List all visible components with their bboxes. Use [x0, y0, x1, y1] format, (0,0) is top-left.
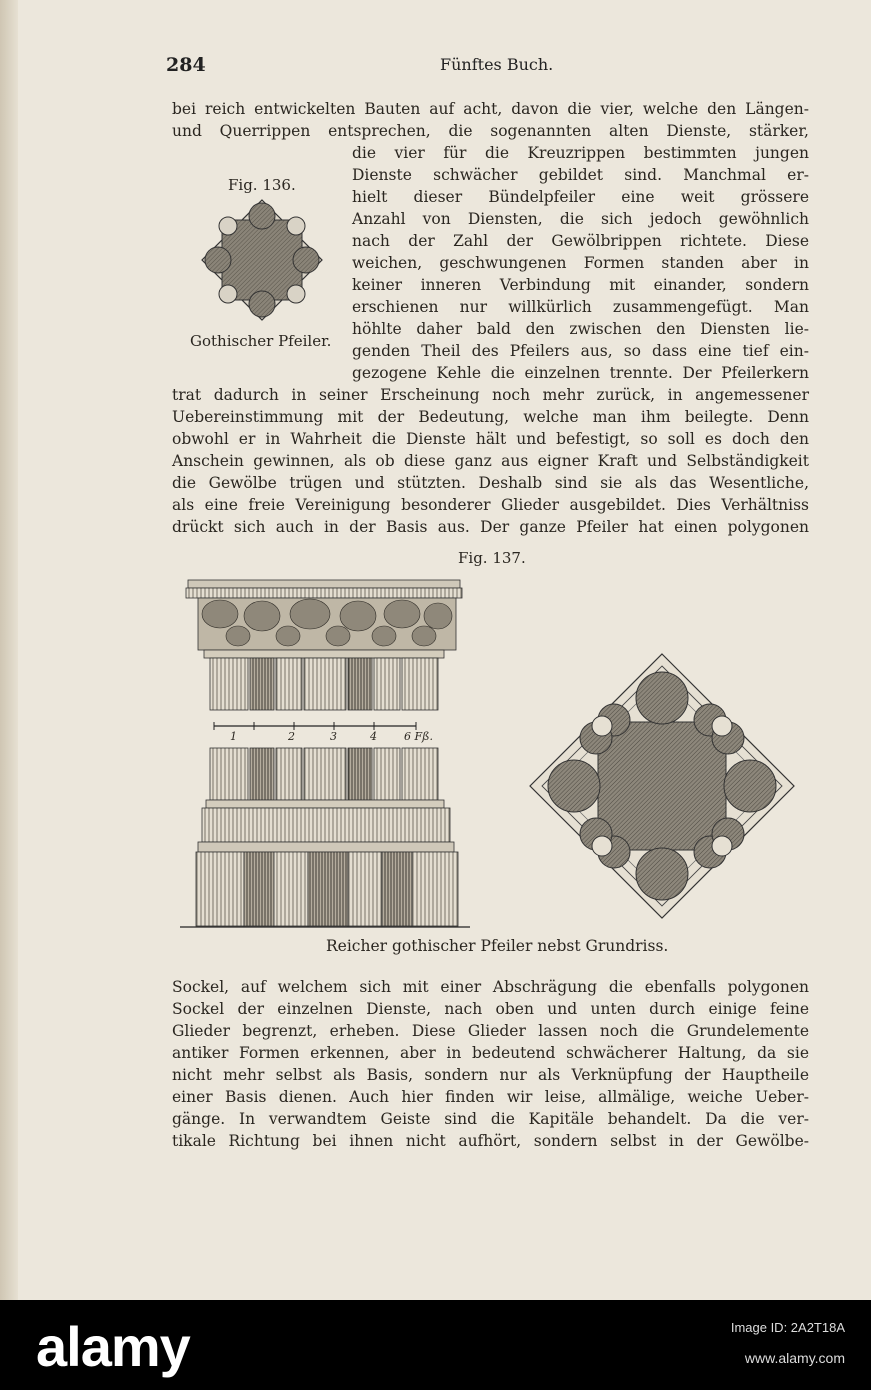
- text-line: gänge. In verwandtem Geiste sind die Kapitäle behandelt. Da die ver-: [172, 1110, 809, 1128]
- watermark-site: www.alamy.com: [744, 1350, 845, 1366]
- text-line: trat dadurch in seiner Erscheinung noch mehr zurück, in angemessener: [172, 386, 809, 404]
- scale-label: 4: [370, 730, 377, 743]
- text-line: Uebereinstimmung mit der Bedeutung, welche man ihm beilegte. Denn: [172, 408, 809, 426]
- text-line: Sockel, auf welchem sich mit einer Abschrägung die ebenfalls polygonen: [172, 978, 809, 996]
- text-line: genden Theil des Pfeilers aus, so dass eine tief ein-: [352, 342, 809, 360]
- text-line: Dienste schwächer gebildet sind. Manchmal er-: [352, 166, 809, 184]
- watermark-logo: alamy: [36, 1315, 190, 1378]
- text-line: erschienen nur willkürlich zusammengefügt. Man: [352, 298, 809, 316]
- text-line: obwohl er in Wahrheit die Dienste hält und befestigt, so soll es doch den: [172, 430, 809, 448]
- scale-label: 3: [330, 730, 337, 743]
- text-line: Anzahl von Diensten, die sich jedoch gewöhnlich: [352, 210, 809, 228]
- fig137-label: Fig. 137.: [458, 549, 526, 567]
- fig136-label: Fig. 136.: [228, 176, 296, 194]
- scale-label: 2: [288, 730, 295, 743]
- text-line: weichen, geschwungenen Formen standen aber in: [352, 254, 809, 272]
- page-number: 284: [166, 54, 206, 76]
- text-line: Sockel der einzelnen Dienste, nach oben und unten durch einige feine: [172, 1000, 809, 1018]
- text-line: höhlte daher bald den zwischen den Diensten lie-: [352, 320, 809, 338]
- running-head: Fünftes Buch.: [440, 55, 554, 74]
- text-line: drückt sich auch in der Basis aus. Der ganze Pfeiler hat einen polygonen: [172, 518, 809, 536]
- text-line: die Gewölbe trügen und stützten. Deshalb sind sie als das Wesentliche,: [172, 474, 809, 492]
- text-line: hielt dieser Bündelpfeiler eine weit grössere: [352, 188, 809, 206]
- text-line: Glieder begrenzt, erheben. Diese Glieder lassen noch die Grundelemente: [172, 1022, 809, 1040]
- text-line: nicht mehr selbst als Basis, sondern nur als Verknüpfung der Hauptheile: [172, 1066, 809, 1084]
- text-line: keiner inneren Verbindung mit einander, sondern: [352, 276, 809, 294]
- scale-label: 6 Fß.: [404, 730, 433, 743]
- text-line: gezogene Kehle die einzelnen trennte. Der Pfeilerkern: [352, 364, 809, 382]
- fig137-ground-plan: [526, 650, 798, 922]
- scale-label: 1: [230, 730, 237, 743]
- watermark-footer: [0, 1300, 871, 1390]
- text-line: Anschein gewinnen, als ob diese ganz aus eigner Kraft und Selbständigkeit: [172, 452, 809, 470]
- text-line: bei reich entwickelten Bauten auf acht, davon die vier, welche den Längen-: [172, 100, 809, 118]
- text-line: einer Basis dienen. Auch hier finden wir leise, allmälige, weiche Ueber-: [172, 1088, 809, 1106]
- fig136-caption: Gothischer Pfeiler.: [190, 332, 332, 350]
- fig137-caption: Reicher gothischer Pfeiler nebst Grundriss.: [326, 937, 669, 955]
- text-line: und Querrippen entsprechen, die sogenannten alten Dienste, stärker,: [172, 122, 809, 140]
- text-line: antiker Formen erkennen, aber in bedeutend schwächerer Haltung, da sie: [172, 1044, 809, 1062]
- text-line: die vier für die Kreuzrippen bestimmten jungen: [352, 144, 809, 162]
- book-spine-shadow: [0, 0, 18, 1300]
- fig137-pillar-elevation: [180, 578, 470, 930]
- fig136-pillar-plan: [198, 196, 326, 324]
- text-line: als eine freie Vereinigung besonderer Glieder ausgebildet. Dies Verhältniss: [172, 496, 809, 514]
- watermark-image-id: Image ID: 2A2T18A: [730, 1320, 845, 1335]
- text-line: tikale Richtung bei ihnen nicht aufhört, sondern selbst in der Gewölbe-: [172, 1132, 809, 1150]
- text-line: nach der Zahl der Gewölbrippen richtete. Diese: [352, 232, 809, 250]
